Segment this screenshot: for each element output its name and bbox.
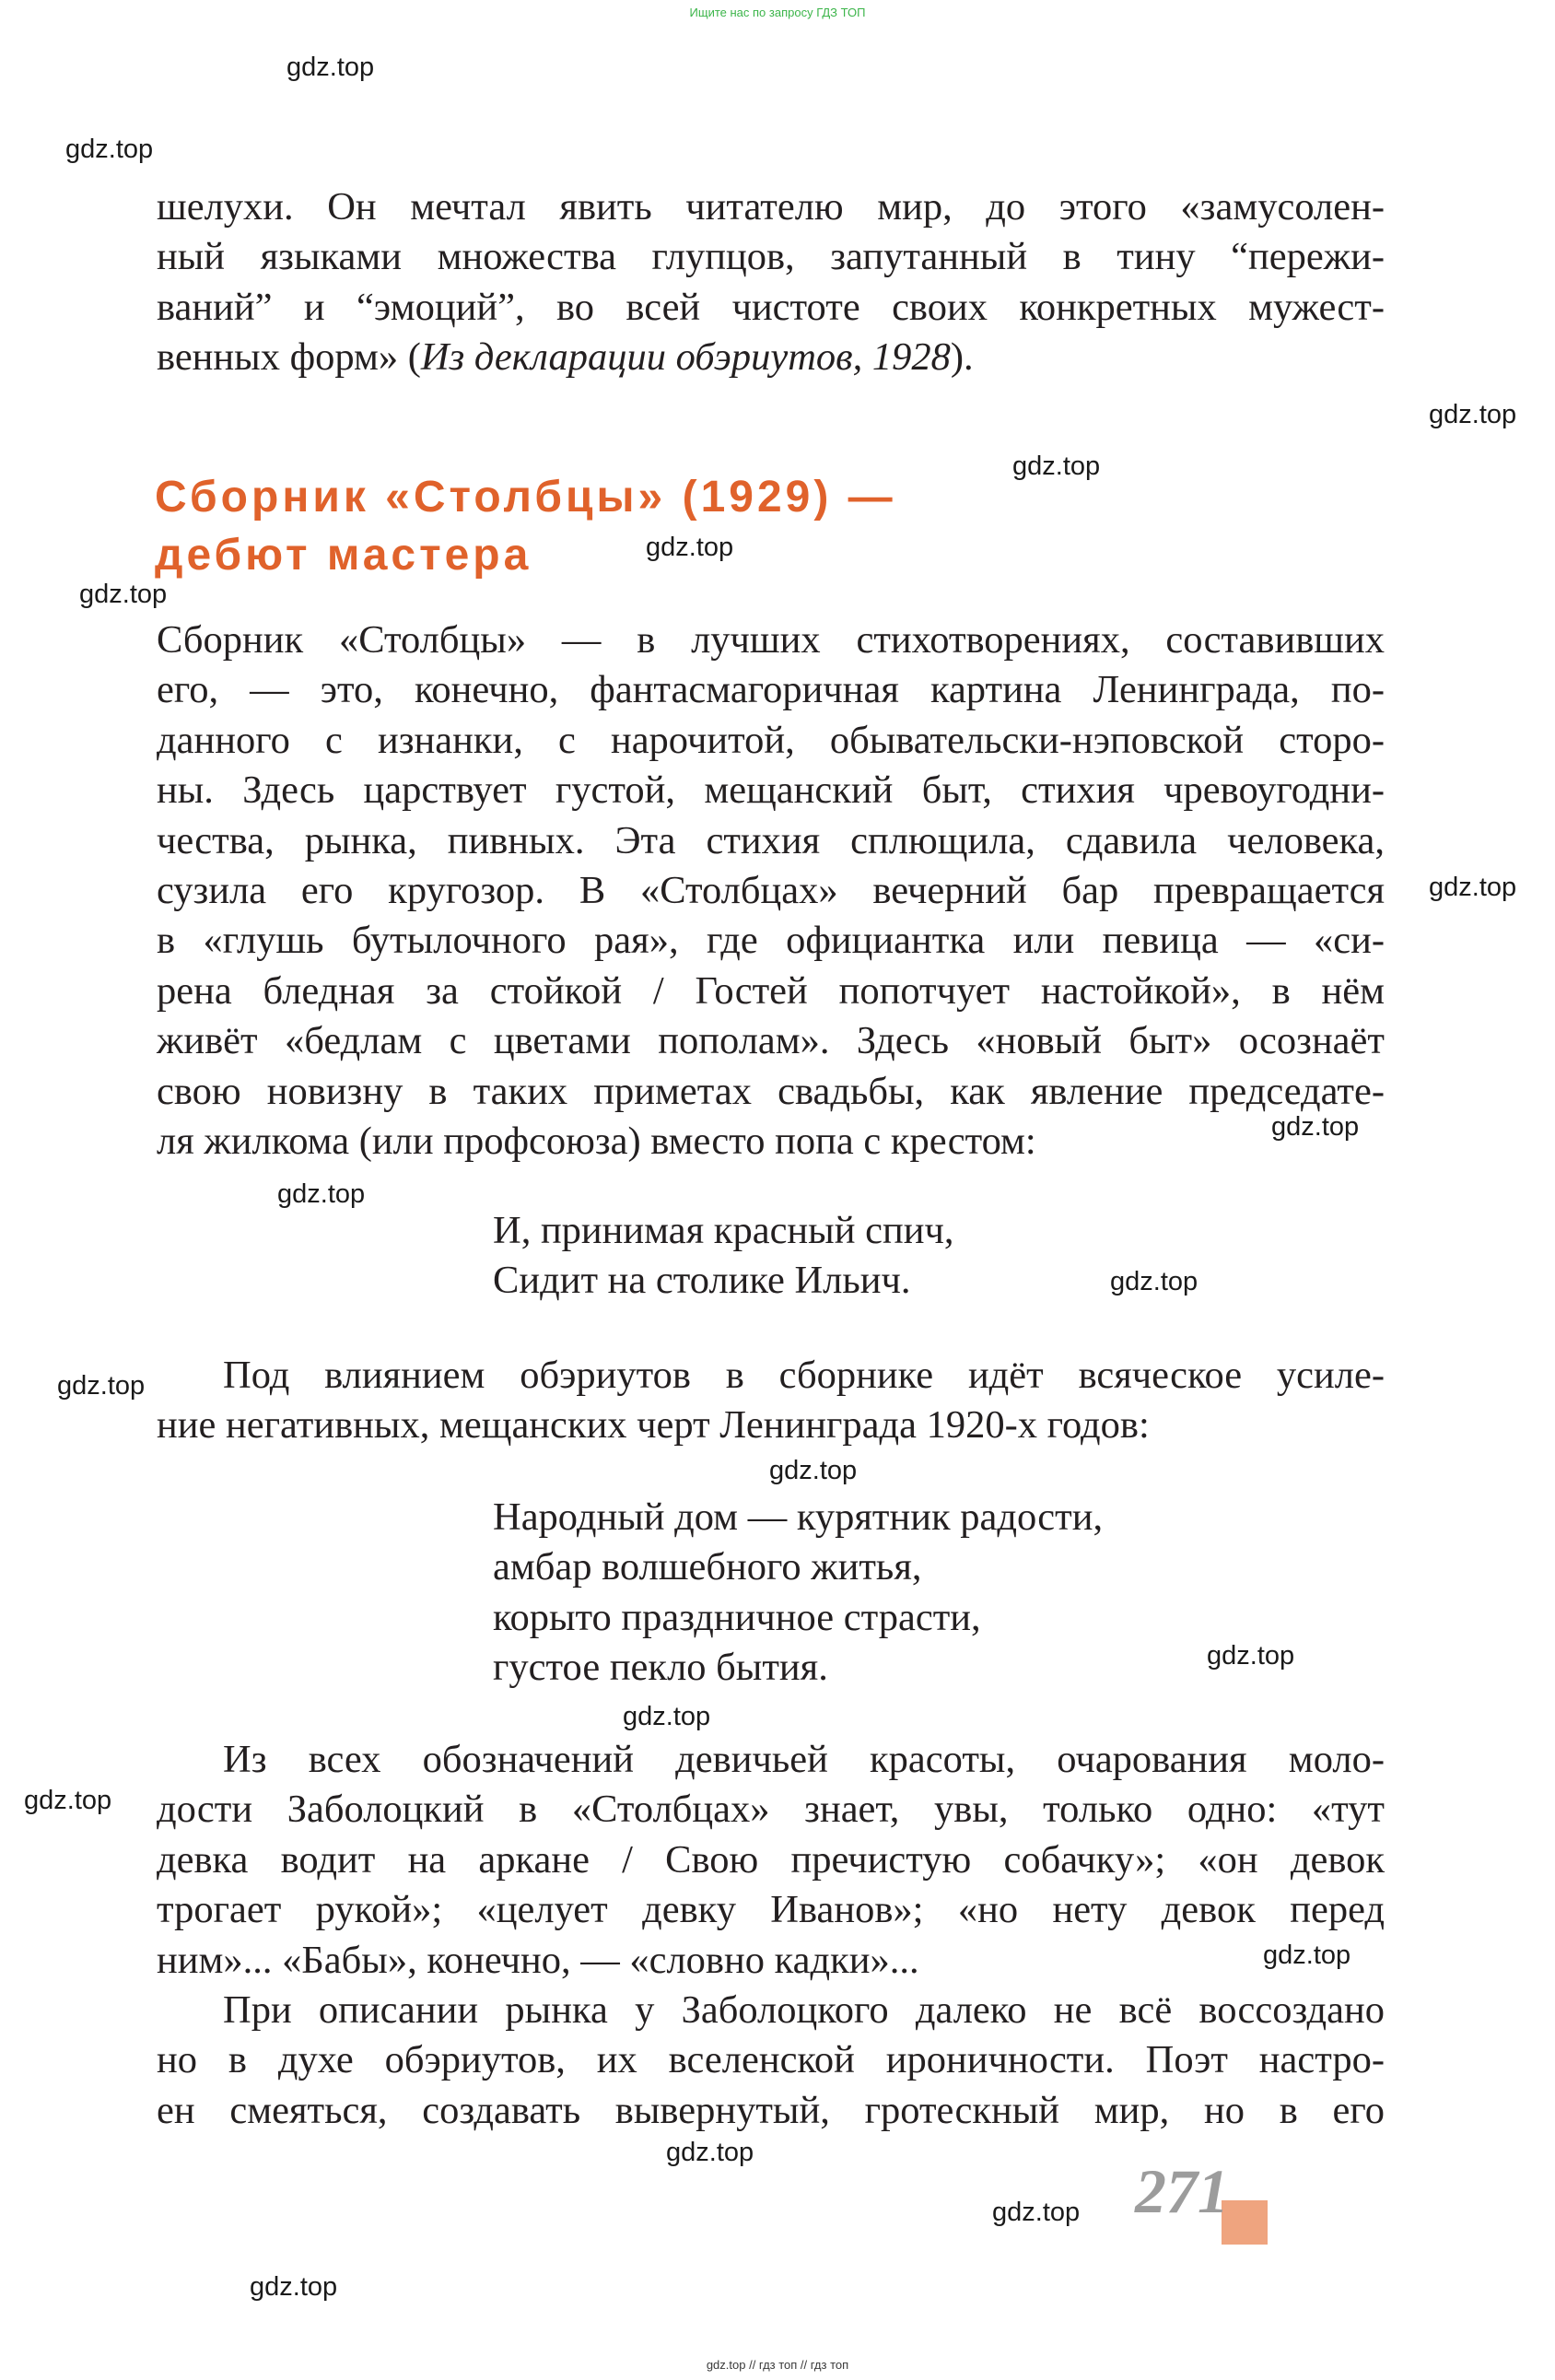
poem-line: густое пекло бытия. (493, 1646, 828, 1690)
text-line: девка водит на аркане / Свою пречистую собачку»; «он девок (157, 1837, 1385, 1882)
text-line: ный языками множества глупцов, запутанный в тину “пережи- (157, 235, 1385, 279)
watermark: gdz.top (1263, 1940, 1351, 1970)
text-line (157, 333, 1385, 382)
watermark: gdz.top (992, 2198, 1081, 2227)
text-line: но в духе обэриутов, их вселенской ироничности. Поэт настро- (157, 2038, 1385, 2082)
text-line: Под влиянием обэриутов в сборнике идёт всяческое усиле- (223, 1354, 1385, 1397)
text-line: данного с изнанки, с нарочитой, обывательски-нэповской сторо- (157, 718, 1385, 762)
text-line: ля жилкома (или профсоюза) вместо попа с крестом: (157, 1120, 1036, 1164)
poem-line: Сидит на столике Ильич. (493, 1259, 911, 1303)
watermark: gdz.top (1012, 451, 1101, 481)
watermark: gdz.top (65, 135, 154, 164)
text-line: ним»... «Бабы», конечно, — «словно кадки»... (157, 1938, 919, 1982)
text-line: ен смеяться, создавать вывернутый, гротескный мир, но в его (157, 2088, 1385, 2132)
watermark: gdz.top (1207, 1641, 1295, 1671)
text-line: живёт «бедлам с цветами пополам». Здесь «новый быт» осознаёт (157, 1019, 1385, 1063)
poem-line: Народный дом — курятник радости, (493, 1495, 1104, 1539)
watermark: gdz.top (57, 1371, 146, 1401)
watermark: gdz.top (769, 1456, 858, 1485)
text-run: ). (950, 335, 974, 380)
paragraph-3 (157, 1351, 1385, 1451)
paragraph-4 (157, 1735, 1385, 1986)
watermark: gdz.top (1429, 873, 1517, 902)
watermark: gdz.top (277, 1179, 366, 1209)
text-line: Сборник «Столбцы» — в лучших стихотворениях, составивших (157, 618, 1385, 662)
top-banner: Ищите нас по запросу ГДЗ ТОП (689, 6, 866, 19)
paragraph-2 (157, 616, 1385, 1167)
footer: gdz.top // гдз топ // гдз топ (706, 2358, 849, 2372)
text-run: венных форм» ( (157, 335, 421, 380)
section-heading (155, 468, 896, 584)
poem-quote (493, 1493, 1103, 1694)
text-line: свою новизну в таких приметах свадьбы, как явление председате- (157, 1069, 1385, 1113)
text-line: его, — это, конечно, фантасмагоричная картина Ленинграда, по- (157, 668, 1385, 712)
paragraph-1 (157, 182, 1385, 383)
watermark: gdz.top (286, 53, 375, 82)
paragraph-5 (157, 1986, 1385, 2136)
citation: Из декларации обэриутов, 1928 (420, 335, 951, 380)
text-line: Из всех обозначений девичьей красоты, очарования моло- (223, 1738, 1385, 1781)
text-line: шелухи. Он мечтал явить читателю мир, до этого «замусолен- (157, 185, 1385, 229)
text-line: трогает рукой»; «целует девку Иванов»; «но нету девок перед (157, 1888, 1385, 1932)
text-line: чества, рынка, пивных. Эта стихия сплющила, сдавила человека, (157, 818, 1385, 862)
poem-line: корыто праздничное страсти, (493, 1595, 981, 1639)
poem-line: И, принимая красный спич, (493, 1209, 954, 1252)
watermark: gdz.top (1110, 1267, 1198, 1296)
poem-line: амбар волшебного житья, (493, 1545, 922, 1589)
watermark: gdz.top (1429, 400, 1517, 429)
section-heading-line: дебют мастера (155, 531, 532, 580)
watermark: gdz.top (623, 1702, 711, 1731)
text-line: ваний” и “эмоций”, во всей чистоте своих конкретных мужест- (157, 285, 1385, 329)
text-line: При описании рынка у Заболоцкого далеко не всё воссоздано (223, 1988, 1385, 2032)
text-line: ние негативных, мещанских черт Ленинграда 1920-х годов: (157, 1403, 1150, 1448)
poem-quote (493, 1206, 953, 1307)
watermark: gdz.top (250, 2272, 338, 2302)
text-line: ны. Здесь царствует густой, мещанский быт, стихия чревоугодни- (157, 768, 1385, 813)
watermark: gdz.top (1271, 1112, 1360, 1142)
watermark: gdz.top (646, 533, 734, 562)
section-heading-line: Сборник «Столбцы» (1929) — (155, 473, 896, 522)
watermark: gdz.top (24, 1786, 112, 1815)
text-line: сузила его кругозор. В «Столбцах» вечерний бар превращается (157, 869, 1385, 913)
text-line: в «глушь бутылочного рая», где официантка или певица — «си- (157, 919, 1385, 963)
text-line: рена бледная за стойкой / Гостей попотчует настойкой», в нём (157, 968, 1385, 1013)
page-number: 271 (1135, 2156, 1229, 2226)
text-line: дости Заболоцкий в «Столбцах» знает, увы, только одно: «тут (157, 1788, 1385, 1832)
watermark: gdz.top (666, 2138, 754, 2167)
watermark: gdz.top (79, 580, 168, 609)
